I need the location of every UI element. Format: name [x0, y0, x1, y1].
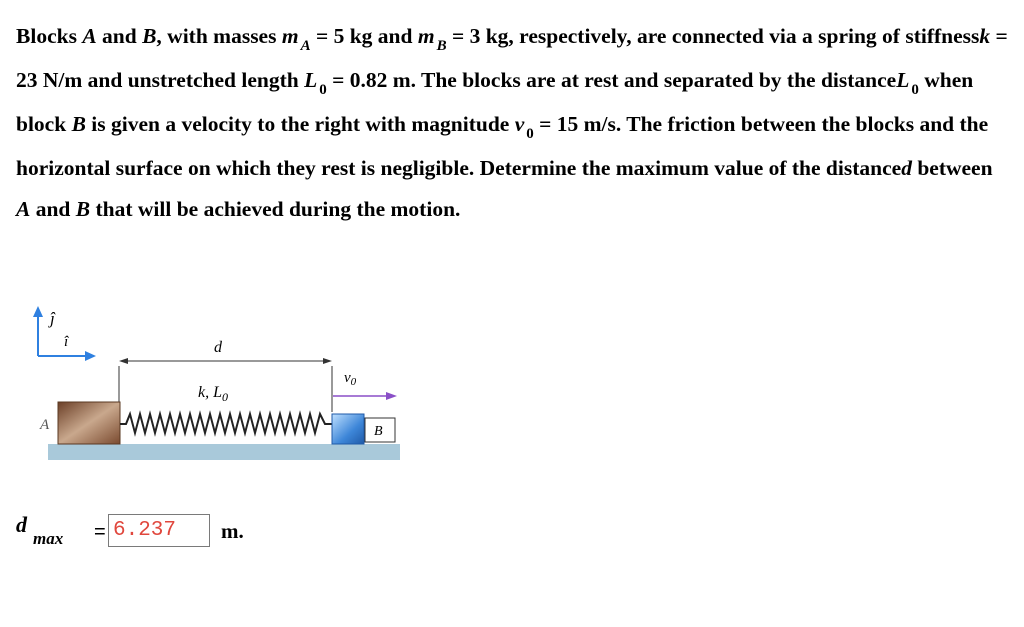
problem-statement: Blocks A and B, with masses m $_A$ = 5 kg and m $_B$ = 3 kg, respectively, are connected via a spring of stiffnessk = 23 N/m and unstretched length L $_0$ = 0.82 m. The blocks are at rest and separated by the distanceL $_0$ when block B is given a velocity to the right with magnitude v $_0$ = 15 m/s. The friction between the blocks and the horizontal surface on which they rest is negligible. Determine the maximum value of the distanced between A and B that will be achieved during the motion.: [16, 24, 1008, 221]
d-label: d: [214, 339, 222, 356]
ground-surface: [48, 444, 400, 460]
spring-label: k, $L_0$: [198, 384, 228, 404]
answer-unit: m.: [221, 519, 244, 543]
velocity-arrowhead-icon: [386, 392, 397, 400]
block-a: [58, 402, 120, 444]
equals-sign: =: [94, 521, 106, 543]
block-b: [332, 414, 364, 444]
i-arrowhead-icon: [85, 351, 96, 361]
spring-block-diagram: [0, 290, 420, 470]
coordinate-axes: [33, 306, 96, 361]
answer-subscript: max: [33, 529, 64, 548]
j-unit-label: ĵ: [50, 309, 55, 328]
answer-symbol: d: [16, 512, 27, 537]
velocity-label: $v_0$: [344, 370, 357, 388]
block-a-label: A: [40, 417, 50, 433]
answer-row: [16, 512, 416, 552]
j-arrowhead-icon: [33, 306, 43, 317]
block-b-label: B: [374, 424, 383, 439]
distance-dimension: [119, 339, 332, 418]
spring: [120, 414, 332, 433]
i-unit-label: î: [64, 334, 69, 350]
answer-input[interactable]: [108, 514, 210, 547]
